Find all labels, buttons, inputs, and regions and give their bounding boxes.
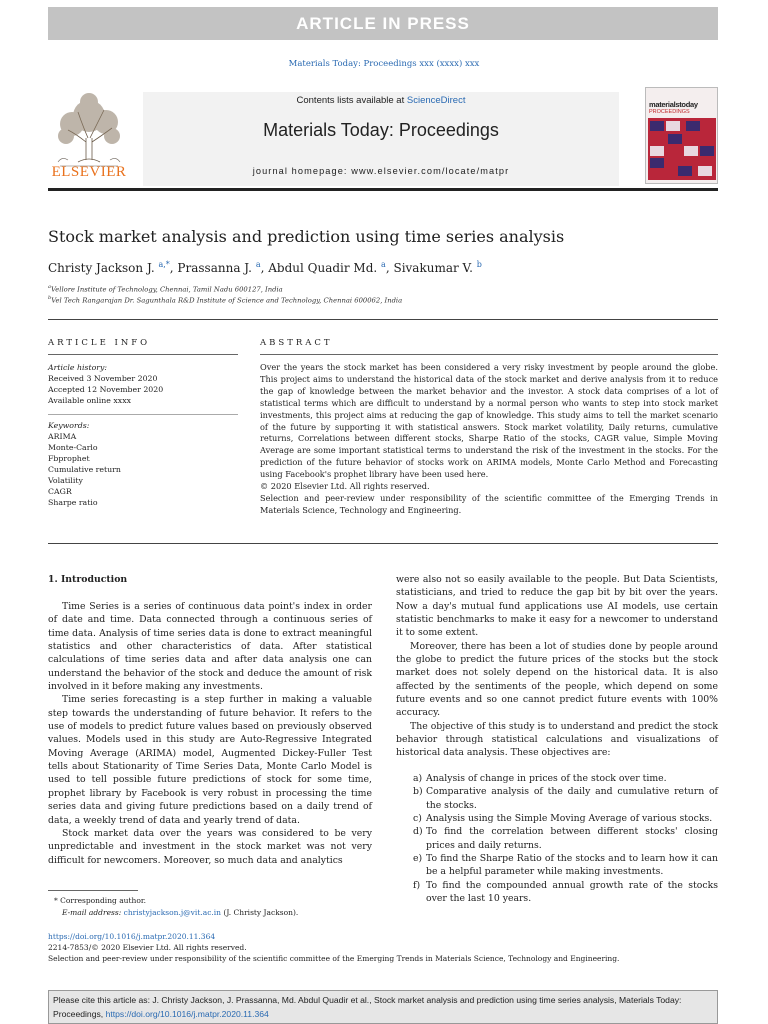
paragraph: Stock market data over the years was considered to be very unpredictable and investment in the stock market was not very difficult for newcomers. Moreover, so much data and analytics (48, 827, 372, 866)
journal-homepage[interactable]: journal homepage: www.elsevier.com/locate/matpr (252, 166, 510, 176)
journal-cover-thumbnail[interactable] (645, 87, 718, 184)
keyword: Sharpe ratio (48, 498, 98, 507)
journal-title: Materials Today: Proceedings (263, 120, 499, 140)
sciencedirect-link[interactable]: ScienceDirect (406, 95, 466, 106)
review-line: Selection and peer-review under responsibility of the scientific committee of the Emerging Trends in Materials Science, Technology and Engineering. (48, 954, 620, 963)
author-list (48, 260, 482, 275)
objectives-list (396, 772, 718, 905)
publisher-wordmark: ELSEVIER (51, 164, 127, 180)
affiliation-b: $^b$Vel Tech Rangarajan Dr. Sagunthala R&D Institute of Science and Technology, Chennai 600062, India (48, 295, 403, 305)
article-in-press-banner: ARTICLE IN PRESS (48, 7, 718, 40)
abstract-heading: ABSTRACT (260, 338, 333, 348)
list-item: c) Analysis using the Simple Moving Average of various stocks. (413, 812, 713, 824)
author-email-link[interactable]: christyjackson.j@vit.ac.in (123, 908, 222, 917)
citation-box: Please cite this article as: J. Christy Jackson, J. Prassanna, Md. Abdul Quadir et al., Stock market analysis and prediction using time series analysis, Materials Today: Proceedings, https://doi.org/10.1016/j.matpr.2020.11.364 (48, 990, 718, 1024)
citation-doi-link[interactable]: https://doi.org/10.1016/j.matpr.2020.11.364 (105, 1009, 269, 1019)
list-item: e) To find the Sharpe Ratio of the stocks and to learn how it can be a helpful parameter while making investments. (413, 852, 718, 878)
section-heading-introduction: 1. Introduction (48, 574, 128, 585)
cover-title: materialstoday (649, 100, 698, 109)
paper-title: Stock market analysis and prediction using time series analysis (48, 227, 565, 246)
abstract-body: Over the years the stock market has been considered a very risky investment by people around the globe. This project aims to understand the historical data of the stock market and derive analysis from it to reduce the gap of knowledge between the market behavior and the investor. A stock data comprises of a lot of statistical terms which are difficult to understand by a normal person who wants to step into stock market investments, this project aims at reducing the gap of knowledge. This study aims to tell the market scenario of the future by supporting it with statistical answers. Stock market volatility, Daily returns, cumulative returns, Correlations between different stocks, Sharpe Ratio of the stocks, CAGR value, Simple Moving Average are some important statistical terms to understand the risk of the investment in the stocks. For the prediction of the future behavior of stocks work on ARIMA models, Monte Carlo Method and Forecasting using Facebook's prophet library have been used here. © 2020 Elsevier Ltd. All rights reserved. Selection and peer-review under responsibility of the scientific committee of the Emerging Trends in Materials Science, Technology and Engineering. (260, 362, 718, 515)
cover-artwork-icon (648, 118, 716, 180)
keywords-rule (48, 414, 238, 415)
keyword: Volatility (48, 476, 83, 485)
paragraph: Time series forecasting is a step further in making a valuable step towards the understanding of future behavior. It refers to the use of models to predict future values based on previously observed values. Models used in this study are Auto-Regressive Integrated Moving Average (ARIMA) model, Augmented Dickey-Fuller Test tells about Stationarity of Time Series Data, Monte Carlo Model is used to tell possible future predictions of stock for some time, prophet library by Facebook is very robust in processing the time series data and giving future predictions based on a daily trend of data, a weekly trend of data and yearly trend of data. (48, 694, 372, 826)
list-item: f) To find the compounded annual growth rate of the stocks over the last 10 years. (413, 879, 718, 904)
paragraph: The objective of this study is to understand and predict the stock behavior through statistical calculations and visualizations of historical data analysis. These objectives are: (396, 720, 718, 759)
intro-right-column (396, 573, 718, 905)
doi-link[interactable]: https://doi.org/10.1016/j.matpr.2020.11.364 (48, 932, 216, 941)
author-1[interactable]: Christy Jackson J. $^{a,*}$, (48, 260, 178, 275)
paragraph: Time Series is a series of continuous data point's index in order of date and time. Data connected through a continuous series of time data. Analysis of time series data is done to extract meaningful statistics and other characteristics of data. After statistical calculations of time series data and after data analysis one can understand the behavior of the stock and deduce the amount of risk involved in it before making any investments. (48, 601, 372, 693)
keyword: ARIMA (48, 432, 77, 441)
keyword: Monte-Carlo (48, 443, 98, 452)
info-rule-top (48, 319, 718, 320)
footnote-rule (48, 890, 138, 891)
affiliation-a: $^a$Vellore Institute of Technology, Chennai, Tamil Nadu 600127, India (48, 284, 283, 294)
paragraph: Moreover, there has been a lot of studies done by people around the globe to predict the future prices of the stocks but the stock market does not solely depend on the historical data. It is also affected by the sentiments of the people, which depend on some future events and so one cannot predict future events with 100% accuracy. (396, 640, 718, 719)
article-history: Article history: Received 3 November 2020 Accepted 12 November 2020 Available online xxxx (48, 363, 164, 405)
corresponding-author-note: * Corresponding author. (54, 896, 147, 905)
author-2[interactable]: Prassanna J. $^a$, (177, 260, 269, 275)
author-4[interactable]: Sivakumar V. $^b$ (393, 260, 482, 275)
author-3[interactable]: Abdul Quadir Md. $^a$, (268, 260, 394, 275)
journal-reference-link[interactable]: Materials Today: Proceedings xxx (xxxx) xxx (288, 59, 480, 69)
list-item: d) To find the correlation between different stocks' closing prices and daily returns. (413, 826, 718, 851)
contents-line (143, 95, 619, 106)
header-rule (48, 188, 718, 191)
intro-left-column (48, 600, 372, 867)
contents-prefix: Contents lists available at (296, 95, 407, 106)
email-note: E-mail address: christyjackson.j@vit.ac.in (J. Christy Jackson). (62, 908, 299, 917)
keyword: Fbprophet (48, 454, 90, 463)
issn-line: 2214-7853/© 2020 Elsevier Ltd. All rights reserved. (48, 943, 247, 952)
keyword: CAGR (48, 487, 72, 496)
keyword: Cumulative return (48, 465, 121, 474)
paragraph: were also not so easily available to the people. But Data Scientists, statisticians, and tried to reduce the gap bit by bit over the years. Now a day's mutual fund applications use AI models, use certain statistic benchmarks to make it easy for a newcomer to understand it to some extent. (396, 574, 718, 639)
keywords-list: Keywords: ARIMA Monte-Carlo Fbprophet Cumulative return Volatility CAGR Sharpe ratio (48, 421, 121, 507)
list-item: a) Analysis of change in prices of the stock over time. (413, 772, 667, 784)
article-info-heading: ARTICLE INFO (48, 338, 151, 348)
bottom-notes (48, 931, 619, 964)
cover-subtitle: PROCEEDINGS (649, 109, 690, 115)
list-item: b) Comparative analysis of the daily and cumulative return of the stocks. (413, 786, 718, 811)
article-info-rule (48, 354, 238, 355)
abstract-rule (260, 354, 718, 355)
abstract-rule-bottom (48, 543, 718, 544)
